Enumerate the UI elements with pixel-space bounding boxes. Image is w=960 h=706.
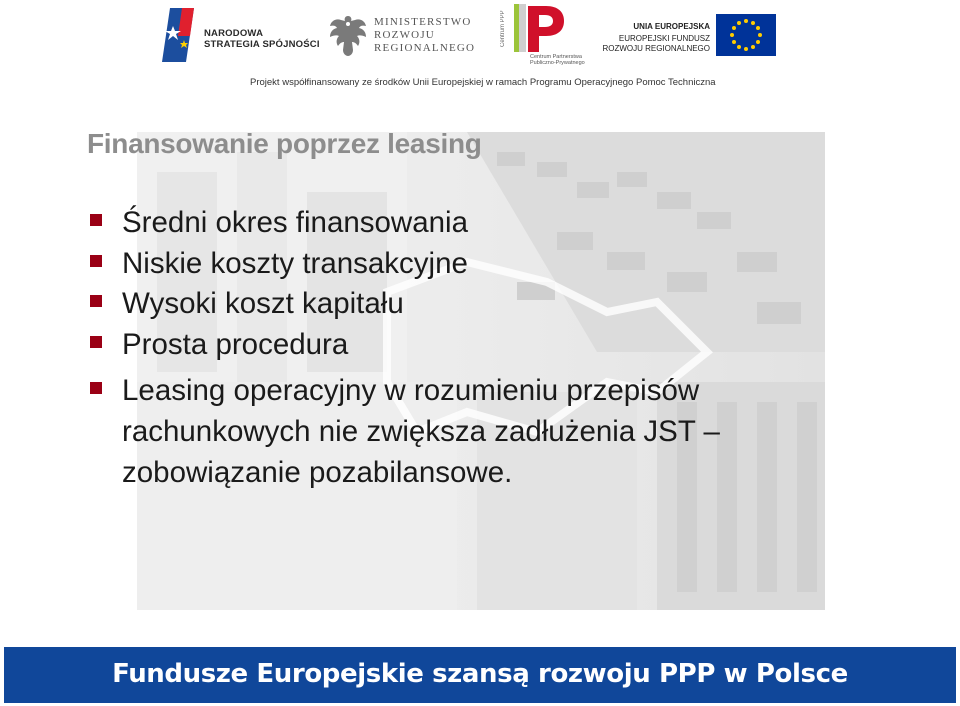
square-bullet-icon: [90, 214, 102, 226]
bullet-text: Wysoki koszt kapitału: [122, 287, 404, 320]
bullet-item: [90, 244, 850, 285]
bullet-list: [90, 203, 850, 493]
footer-banner: [4, 647, 956, 703]
logo-unia-europejska: [602, 14, 776, 58]
nss-star-flag-icon: [160, 6, 200, 64]
bullet-text: Leasing operacyjny w rozumieniu przepisów rachunkowych nie zwiększa zadłużenia JST – zobowiązanie pozabilansowe.: [122, 374, 720, 489]
footer-slogan: Fundusze Europejskie szansą rozwoju PPP w Polsce: [112, 659, 848, 689]
bullet-item: [90, 284, 850, 325]
ppp-vertical-label: Centrum PPP: [500, 10, 506, 48]
ppp-sub1: Centrum Partnerstwa: [530, 54, 582, 60]
eu-line3: ROZWOJU REGIONALNEGO: [602, 44, 710, 53]
project-cofinancing-line: Projekt współfinansowany ze środków Unii Europejskiej w ramach Programu Operacyjnego Pomoc Techniczna: [250, 77, 716, 88]
bullet-item: [90, 370, 850, 493]
nss-line1: NARODOWA: [204, 28, 264, 39]
bullet-text: Niskie koszty transakcyjne: [122, 246, 468, 280]
centrum-ppp-logo-icon: [514, 4, 566, 54]
square-bullet-icon: [90, 295, 102, 307]
ppp-sub2: Publiczno-Prywatnego: [530, 60, 585, 66]
nss-line2: STRATEGIA SPÓJNOŚCI: [204, 39, 320, 50]
eu-flag-icon: [716, 14, 776, 56]
logo-narodowa-strategia-spojnosci: [160, 6, 320, 64]
eu-line2: EUROPEJSKI FUNDUSZ: [618, 34, 710, 43]
logo-ministerstwo-rozwoju-regionalnego: [326, 12, 476, 60]
square-bullet-icon: [90, 336, 102, 348]
mrr-line1: MINISTERSTWO: [374, 16, 472, 28]
bullet-text: Średni okres finansowania: [122, 206, 469, 239]
mrr-line2: ROZWOJU: [374, 29, 435, 41]
logo-centrum-ppp: [500, 2, 585, 70]
bullet-text: Prosta procedura: [122, 327, 349, 361]
square-bullet-icon: [90, 255, 102, 267]
header-logos: [0, 0, 960, 95]
bullet-item: [90, 203, 850, 244]
mrr-line3: REGIONALNEGO: [374, 42, 476, 54]
bullet-item: [90, 325, 850, 366]
slide-title: Finansowanie poprzez leasing: [87, 128, 482, 159]
polish-eagle-icon: [326, 12, 370, 58]
square-bullet-icon: [90, 382, 102, 394]
eu-line1: UNIA EUROPEJSKA: [633, 22, 710, 31]
